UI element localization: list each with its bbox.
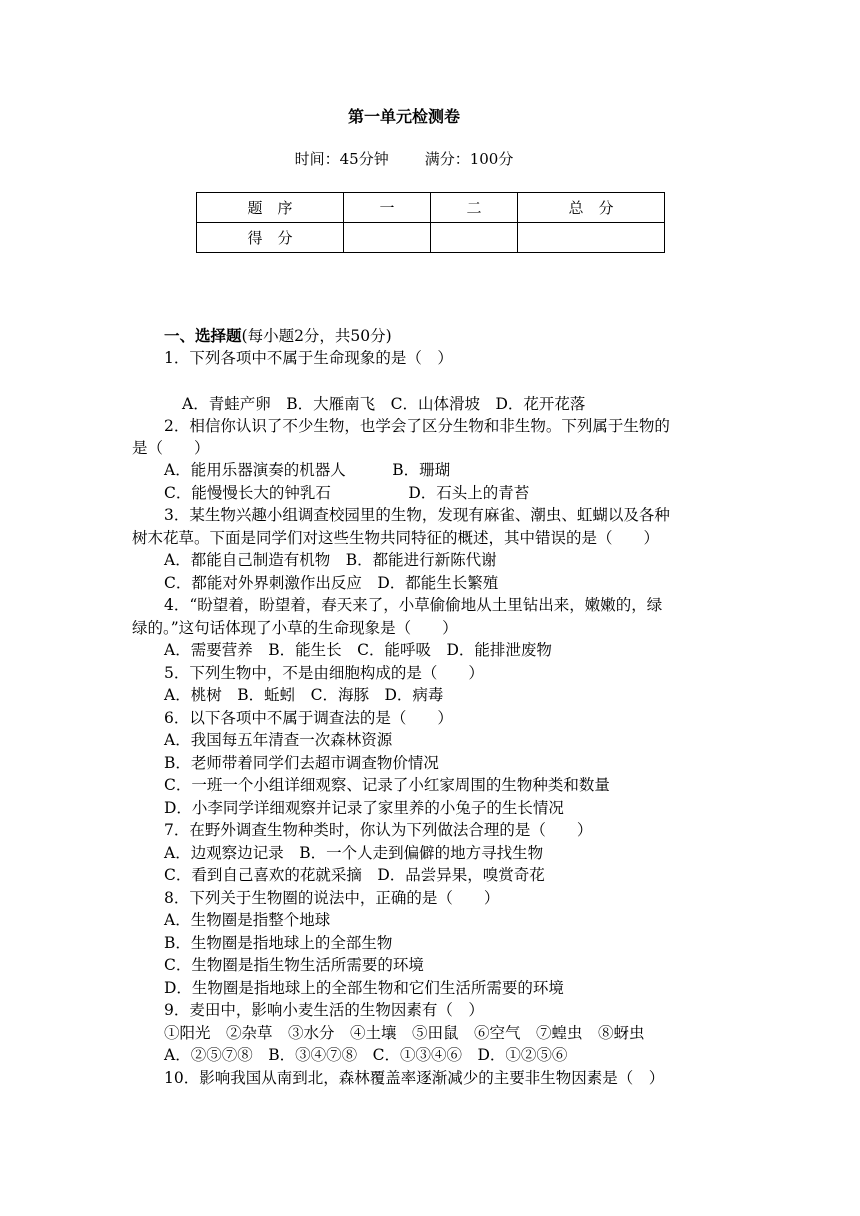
question-line: 6．以下各项中不属于调查法的是（ ）	[164, 709, 453, 727]
score-table-header-score: 得 分	[197, 223, 344, 253]
question-line: C．看到自己喜欢的花就采摘 D．品尝异果，嗅赏奇花	[164, 866, 545, 884]
question-line: 绿的。”这句话体现了小草的生命现象是（ ）	[132, 619, 458, 637]
question-line: 7．在野外调查生物种类时，你认为下列做法合理的是（ ）	[164, 821, 593, 839]
question-line: A．边观察边记录 B．一个人走到偏僻的地方寻找生物	[164, 844, 544, 862]
question-line: A．都能自己制造有机物 B．都能进行新陈代谢	[164, 551, 497, 569]
question-line: 树木花草。下面是同学们对这些生物共同特征的概述，其中错误的是（ ）	[132, 529, 660, 547]
score-cell-2	[431, 223, 518, 253]
question-line: 10．影响我国从南到北，森林覆盖率逐渐减少的主要非生物因素是（ ）	[164, 1069, 665, 1087]
question-line: A．能用乐器演奏的机器人 B．珊瑚	[164, 461, 451, 479]
question-line: A．②⑤⑦⑧ B．③④⑦⑧ C．①③④⑥ D．①②⑤⑥	[164, 1046, 568, 1064]
section-heading	[164, 325, 392, 347]
score-table-col-total: 总 分	[518, 193, 665, 223]
question-line: D．生物圈是指地球上的全部生物和它们生活所需要的环境	[164, 979, 564, 997]
question-line: 3．某生物兴趣小组调查校园里的生物，发现有麻雀、潮虫、虹蝴以及各种	[164, 506, 670, 524]
score-cell-1	[344, 223, 431, 253]
question-line: 9．麦田中，影响小麦生活的生物因素有（ ）	[164, 1001, 484, 1019]
question-line: B．老师带着同学们去超市调查物价情况	[164, 754, 439, 772]
score-table-col-1: 一	[344, 193, 431, 223]
question-line: A．生物圈是指整个地球	[164, 911, 331, 929]
question-line: 5．下列生物中，不是由细胞构成的是（ ）	[164, 664, 484, 682]
score-cell-total	[518, 223, 665, 253]
question-line: C．生物圈是指生物生活所需要的环境	[164, 956, 424, 974]
section-title: 一、选择题	[164, 326, 242, 345]
question-line: C．能慢慢长大的钟乳石 D．石头上的青苔	[164, 484, 530, 502]
question-line: D．小李同学详细观察并记录了家里养的小兔子的生长情况	[164, 799, 564, 817]
question-line: A．青蛙产卵 B．大雁南飞 C．山体滑坡 D．花开花落	[182, 395, 586, 413]
score-label: 满分：100分	[424, 150, 514, 168]
question-line: 8．下列关于生物圈的说法中，正确的是（ ）	[164, 889, 500, 907]
section-note: (每小题2分，共50分)	[241, 327, 392, 345]
score-table-col-2: 二	[431, 193, 518, 223]
question-line: B．生物圈是指地球上的全部生物	[164, 934, 393, 952]
question-line: 4．“盼望着，盼望着，春天来了，小草偷偷地从土里钻出来，嫩嫩的，绿	[164, 596, 663, 614]
question-line: A．桃树 B．蚯蚓 C．海豚 D．病毒	[164, 686, 444, 704]
question-line: C．都能对外界刺激作出反应 D．都能生长繁殖	[164, 574, 499, 592]
time-label: 时间：45分钟	[294, 150, 389, 168]
question-line: A．我国每五年清查一次森林资源	[164, 731, 393, 749]
question-line: 是（ ）	[132, 439, 210, 457]
question-line: 1．下列各项中不属于生命现象的是（ ）	[164, 349, 453, 367]
score-table-header-order: 题 序	[197, 193, 344, 223]
page-title: 第一单元检测卷	[347, 107, 460, 126]
score-table	[196, 192, 665, 253]
question-line: C．一班一个小组详细观察、记录了小红家周围的生物种类和数量	[164, 776, 610, 794]
question-line: 2．相信你认识了不少生物，也学会了区分生物和非生物。下列属于生物的	[164, 417, 670, 435]
question-line: ①阳光 ②杂草 ③水分 ④土壤 ⑤田鼠 ⑥空气 ⑦蝗虫 ⑧蚜虫	[164, 1024, 645, 1042]
exam-meta	[0, 148, 808, 169]
question-line: A．需要营养 B．能生长 C．能呼吸 D．能排泄废物	[164, 641, 552, 659]
